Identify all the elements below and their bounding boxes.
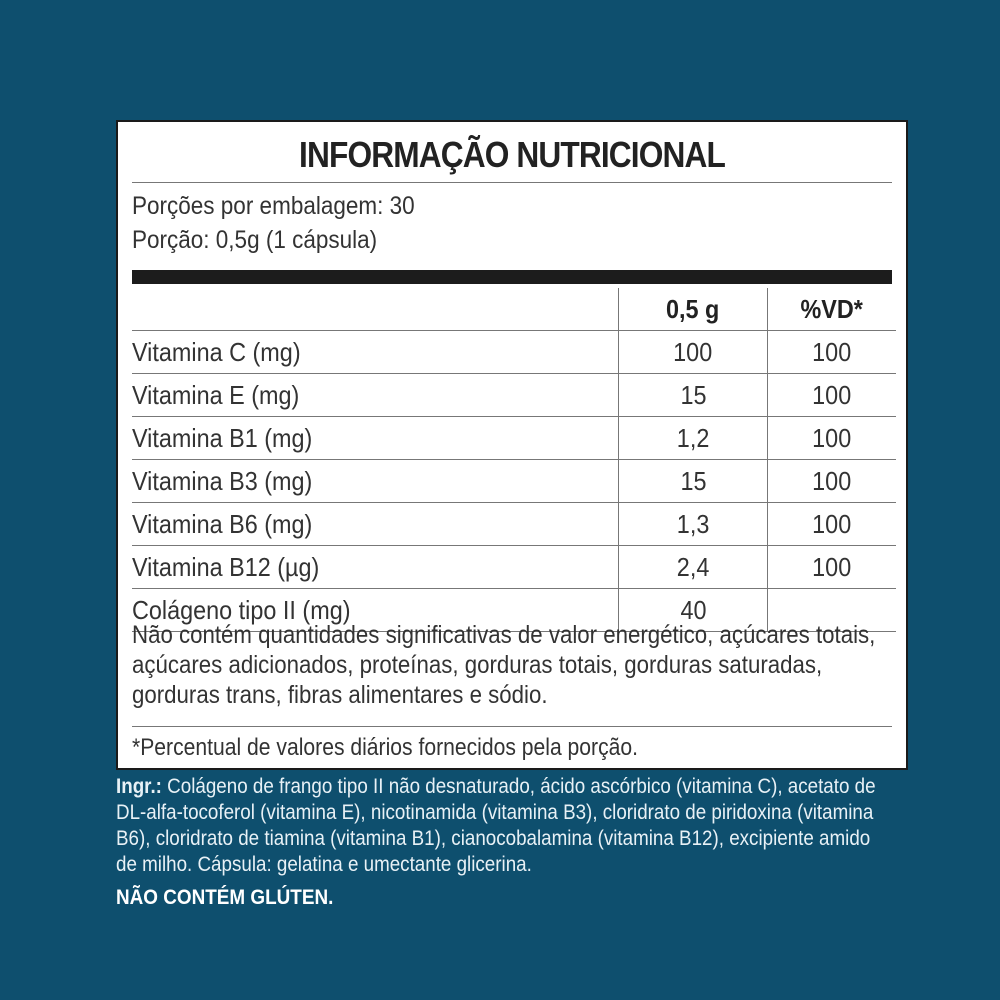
nutrient-amount: 1,3 [619,503,768,546]
table-row [132,417,896,460]
nutrient-name: Vitamina C (mg) [132,331,619,374]
table-row [132,331,896,374]
nutrition-table [132,288,896,632]
table-header-row [132,288,896,331]
header-blank [132,288,619,331]
table-row [132,460,896,503]
nutrient-amount: 40 [619,589,768,632]
nutrient-amount: 1,2 [619,417,768,460]
gluten-warning: NÃO CONTÉM GLÚTEN. [116,886,334,909]
serving-size: Porção: 0,5g (1 cápsula) [132,226,378,254]
nutrient-dv: 100 [768,417,897,460]
ingredients-label: Ingr.: [116,775,162,798]
nutrient-dv: 100 [768,503,897,546]
nutrient-dv: 100 [768,460,897,503]
ingredients-list: Colágeno de frango tipo II não desnaturado, ácido ascórbico (vitamina C), acetato de DL-alfa-tocoferol (vitamina E), nicotinamida (vitamina B3), cloridrato de piridoxina (vitamina B6), cloridrato de tiamina (vitamina B1), cianocobalamina (vitamina B12), excipiente amido de milho. Cápsula: gelatina e umectante glicerina. [116,775,876,876]
nutrient-name: Vitamina B3 (mg) [132,460,619,503]
insignificant-amounts-note: Não contém quantidades significativas de valor energético, açúcares totais, açúcares adicionados, proteínas, gorduras totais, gorduras saturadas, gorduras trans, fibras alimentares e sódio. [132,621,876,709]
nutrition-facts-panel [116,120,908,770]
nutrient-name: Vitamina B12 (µg) [132,546,619,589]
servings-per-package: Porções por embalagem: 30 [132,192,415,220]
nutrient-amount: 15 [619,374,768,417]
table-row [132,546,896,589]
nutrient-amount: 15 [619,460,768,503]
nutrient-dv: 100 [768,331,897,374]
header-dv: %VD* [768,288,897,331]
ingredients-text [116,774,895,878]
nutrient-dv: 100 [768,374,897,417]
divider-title [132,182,892,183]
nutrient-name: Colágeno tipo II (mg) [132,589,619,632]
nutrient-name: Vitamina B6 (mg) [132,503,619,546]
dv-footnote: *Percentual de valores diários fornecidos pela porção. [132,734,639,761]
thick-divider [132,270,892,284]
panel-title: INFORMAÇÃO NUTRICIONAL [299,134,725,175]
nutrient-amount: 100 [619,331,768,374]
table-row [132,503,896,546]
header-amount: 0,5 g [619,288,768,331]
nutrient-name: Vitamina E (mg) [132,374,619,417]
nutrient-name: Vitamina B1 (mg) [132,417,619,460]
nutrient-amount: 2,4 [619,546,768,589]
nutrient-dv: 100 [768,546,897,589]
divider-footnote [132,726,892,727]
table-row [132,374,896,417]
